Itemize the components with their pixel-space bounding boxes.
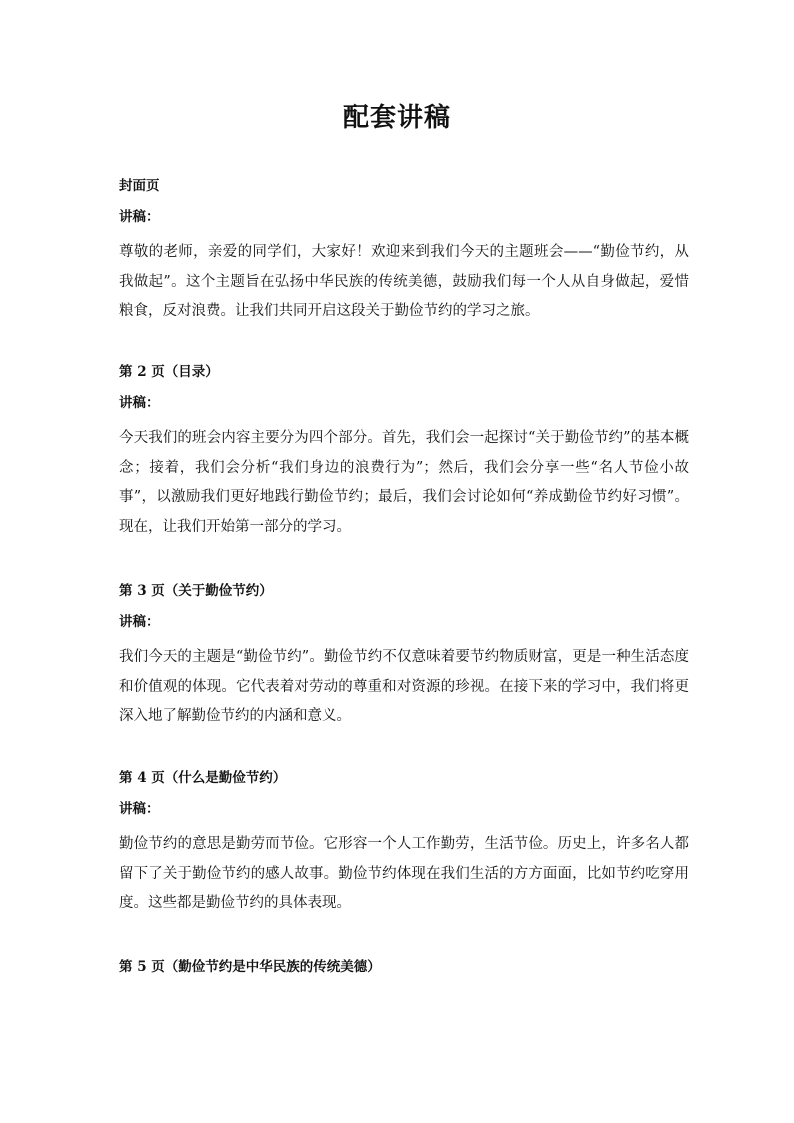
section-label: 讲稿：: [119, 395, 160, 411]
section-paragraph: 我们今天的主题是“勤俭节约”。勤俭节约不仅意味着要节约物质财富，更是一种生活态度和价值观的体现。它代表着对劳动的尊重和对资源的珍视。在接下来的学习中，我们将更深入地了解勤俭节约的内涵和意义。: [119, 649, 689, 724]
section-paragraph: 勤俭节约的意思是勤劳而节俭。它形容一个人工作勤劳，生活节俭。历史上，许多名人都留下了关于勤俭节约的感人故事。勤俭节约体现在我们生活的方方面面，比如节约吃穿用度。这些都是勤俭节约的具体表现。: [119, 836, 689, 911]
section-label: 讲稿：: [119, 614, 160, 630]
section-cover: [119, 176, 689, 327]
section-paragraph: 今天我们的班会内容主要分为四个部分。首先，我们会一起探讨“关于勤俭节约”的基本概念；接着，我们会分析“我们身边的浪费行为”；然后，我们会分享一些“名人节俭小故事”，以激励我们更好地践行勤俭节约；最后，我们会讨论如何“养成勤俭节约好习惯”。现在，让我们开始第一部分的学习。: [119, 430, 689, 535]
section-page-2: [119, 362, 689, 542]
document-title: 配套讲稿: [342, 103, 451, 133]
section-heading: 第 2 页（目录）: [119, 364, 219, 380]
section-heading: 第 4 页（什么是勤俭节约）: [119, 770, 287, 786]
section-heading: 第 3 页（关于勤俭节约）: [119, 583, 273, 599]
section-page-3: [119, 581, 689, 732]
section-paragraph: 尊敬的老师，亲爱的同学们，大家好！欢迎来到我们今天的主题班会——“勤俭节约，从我做起”。这个主题旨在弘扬中华民族的传统美德，鼓励我们每一个人从自身做起，爱惜粮食，反对浪费。让我们共同开启这段关于勤俭节约的学习之旅。: [119, 244, 689, 319]
section-page-5: [119, 957, 689, 988]
section-label: 讲稿：: [119, 801, 160, 817]
section-label: 讲稿：: [119, 209, 160, 225]
section-heading: 封面页: [119, 178, 160, 194]
section-heading: 第 5 页（勤俭节约是中华民族的传统美德）: [119, 959, 381, 975]
section-page-4: [119, 768, 689, 919]
